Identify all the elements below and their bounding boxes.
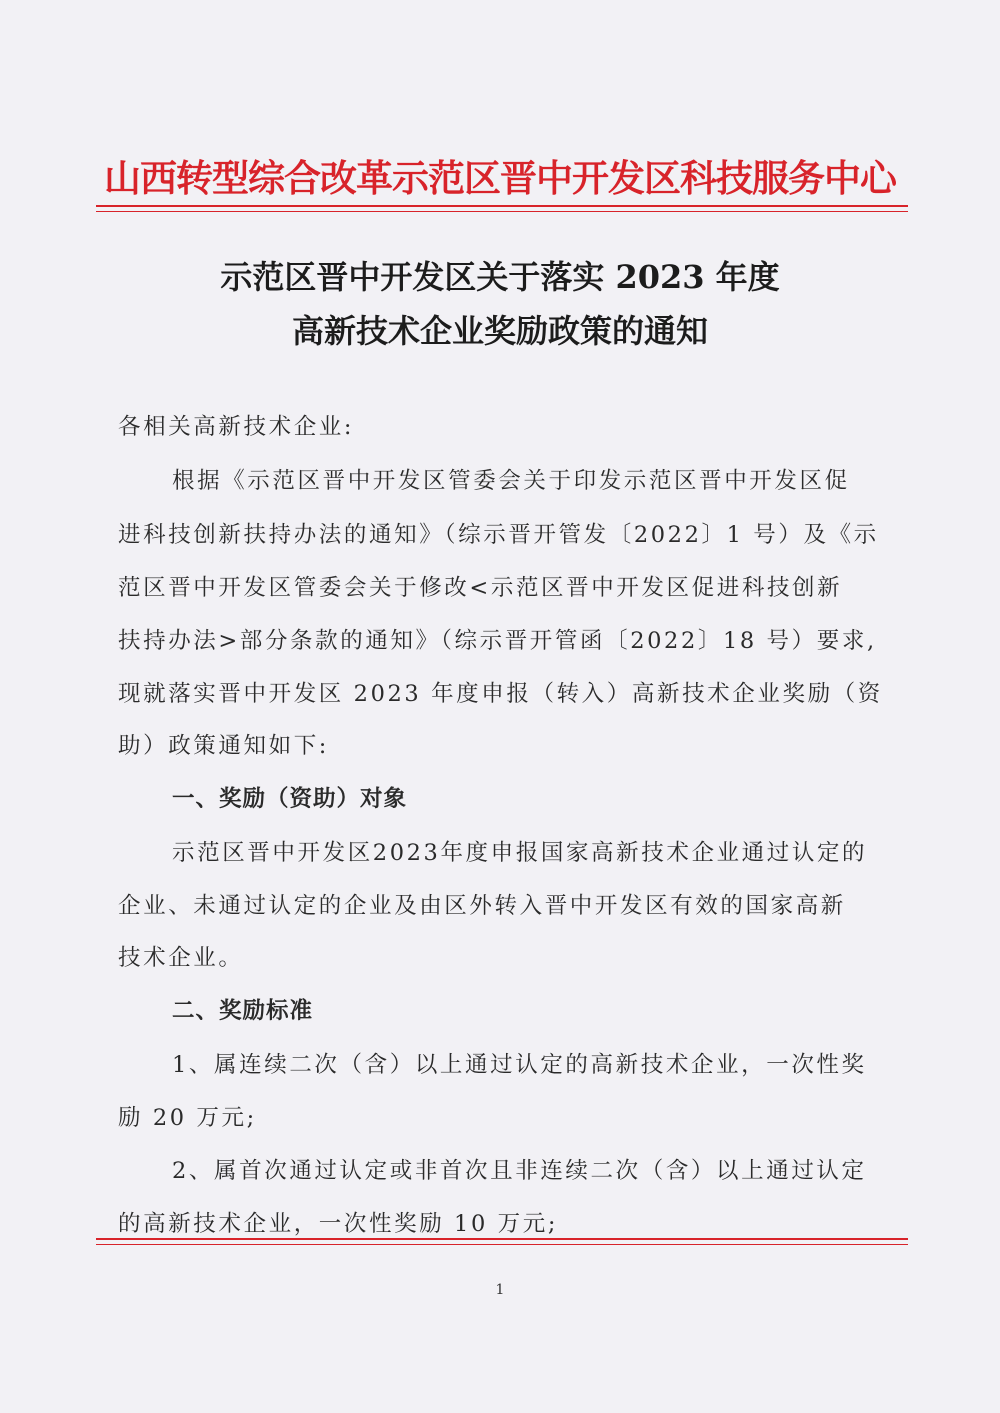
footer-rule-top bbox=[96, 1238, 908, 1240]
paragraph-line: 1、属连续二次（含）以上通过认定的高新技术企业，一次性奖 bbox=[172, 1052, 867, 1078]
letterhead-title: 山西转型综合改革示范区晋中开发区科技服务中心 bbox=[104, 156, 896, 200]
notice-title-line-2: 高新技术企业奖励政策的通知 bbox=[291, 312, 708, 350]
letterhead-rule-bottom bbox=[96, 211, 908, 212]
paragraph-line: 企业、未通过认定的企业及由区外转入晋中开发区有效的国家高新 bbox=[118, 893, 846, 919]
footer-rule-bottom bbox=[96, 1244, 908, 1245]
paragraph-line: 的高新技术企业，一次性奖励 10 万元; bbox=[118, 1211, 559, 1237]
section-heading-2: 二、奖励标准 bbox=[172, 998, 314, 1024]
section-heading-1: 一、奖励（资助）对象 bbox=[172, 786, 408, 812]
paragraph-line: 助）政策通知如下: bbox=[118, 733, 329, 759]
paragraph-line: 范区晋中开发区管委会关于修改<示范区晋中开发区促进科技创新 bbox=[118, 575, 843, 601]
letterhead-rule-top bbox=[96, 205, 908, 207]
paragraph-line: 2、属首次通过认定或非首次且非连续二次（含）以上通过认定 bbox=[172, 1158, 867, 1184]
paragraph-line: 技术企业。 bbox=[118, 945, 244, 971]
paragraph-line: 励 20 万元; bbox=[118, 1105, 257, 1131]
paragraph-line: 扶持办法>部分条款的通知》（综示晋开管函〔2022〕18 号）要求, bbox=[118, 628, 877, 654]
paragraph-line: 进科技创新扶持办法的通知》（综示晋开管发〔2022〕1 号）及《示 bbox=[118, 522, 879, 548]
paragraph-line: 示范区晋中开发区2023年度申报国家高新技术企业通过认定的 bbox=[172, 840, 868, 866]
paragraph-line: 现就落实晋中开发区 2023 年度申报（转入）高新技术企业奖励（资 bbox=[118, 681, 883, 707]
paragraph-line: 根据《示范区晋中开发区管委会关于印发示范区晋中开发区促 bbox=[172, 468, 850, 494]
page-number: 1 bbox=[495, 1282, 505, 1298]
salutation: 各相关高新技术企业: bbox=[118, 414, 355, 440]
notice-title-line-1: 示范区晋中开发区关于落实 2023 年度 bbox=[220, 258, 780, 296]
